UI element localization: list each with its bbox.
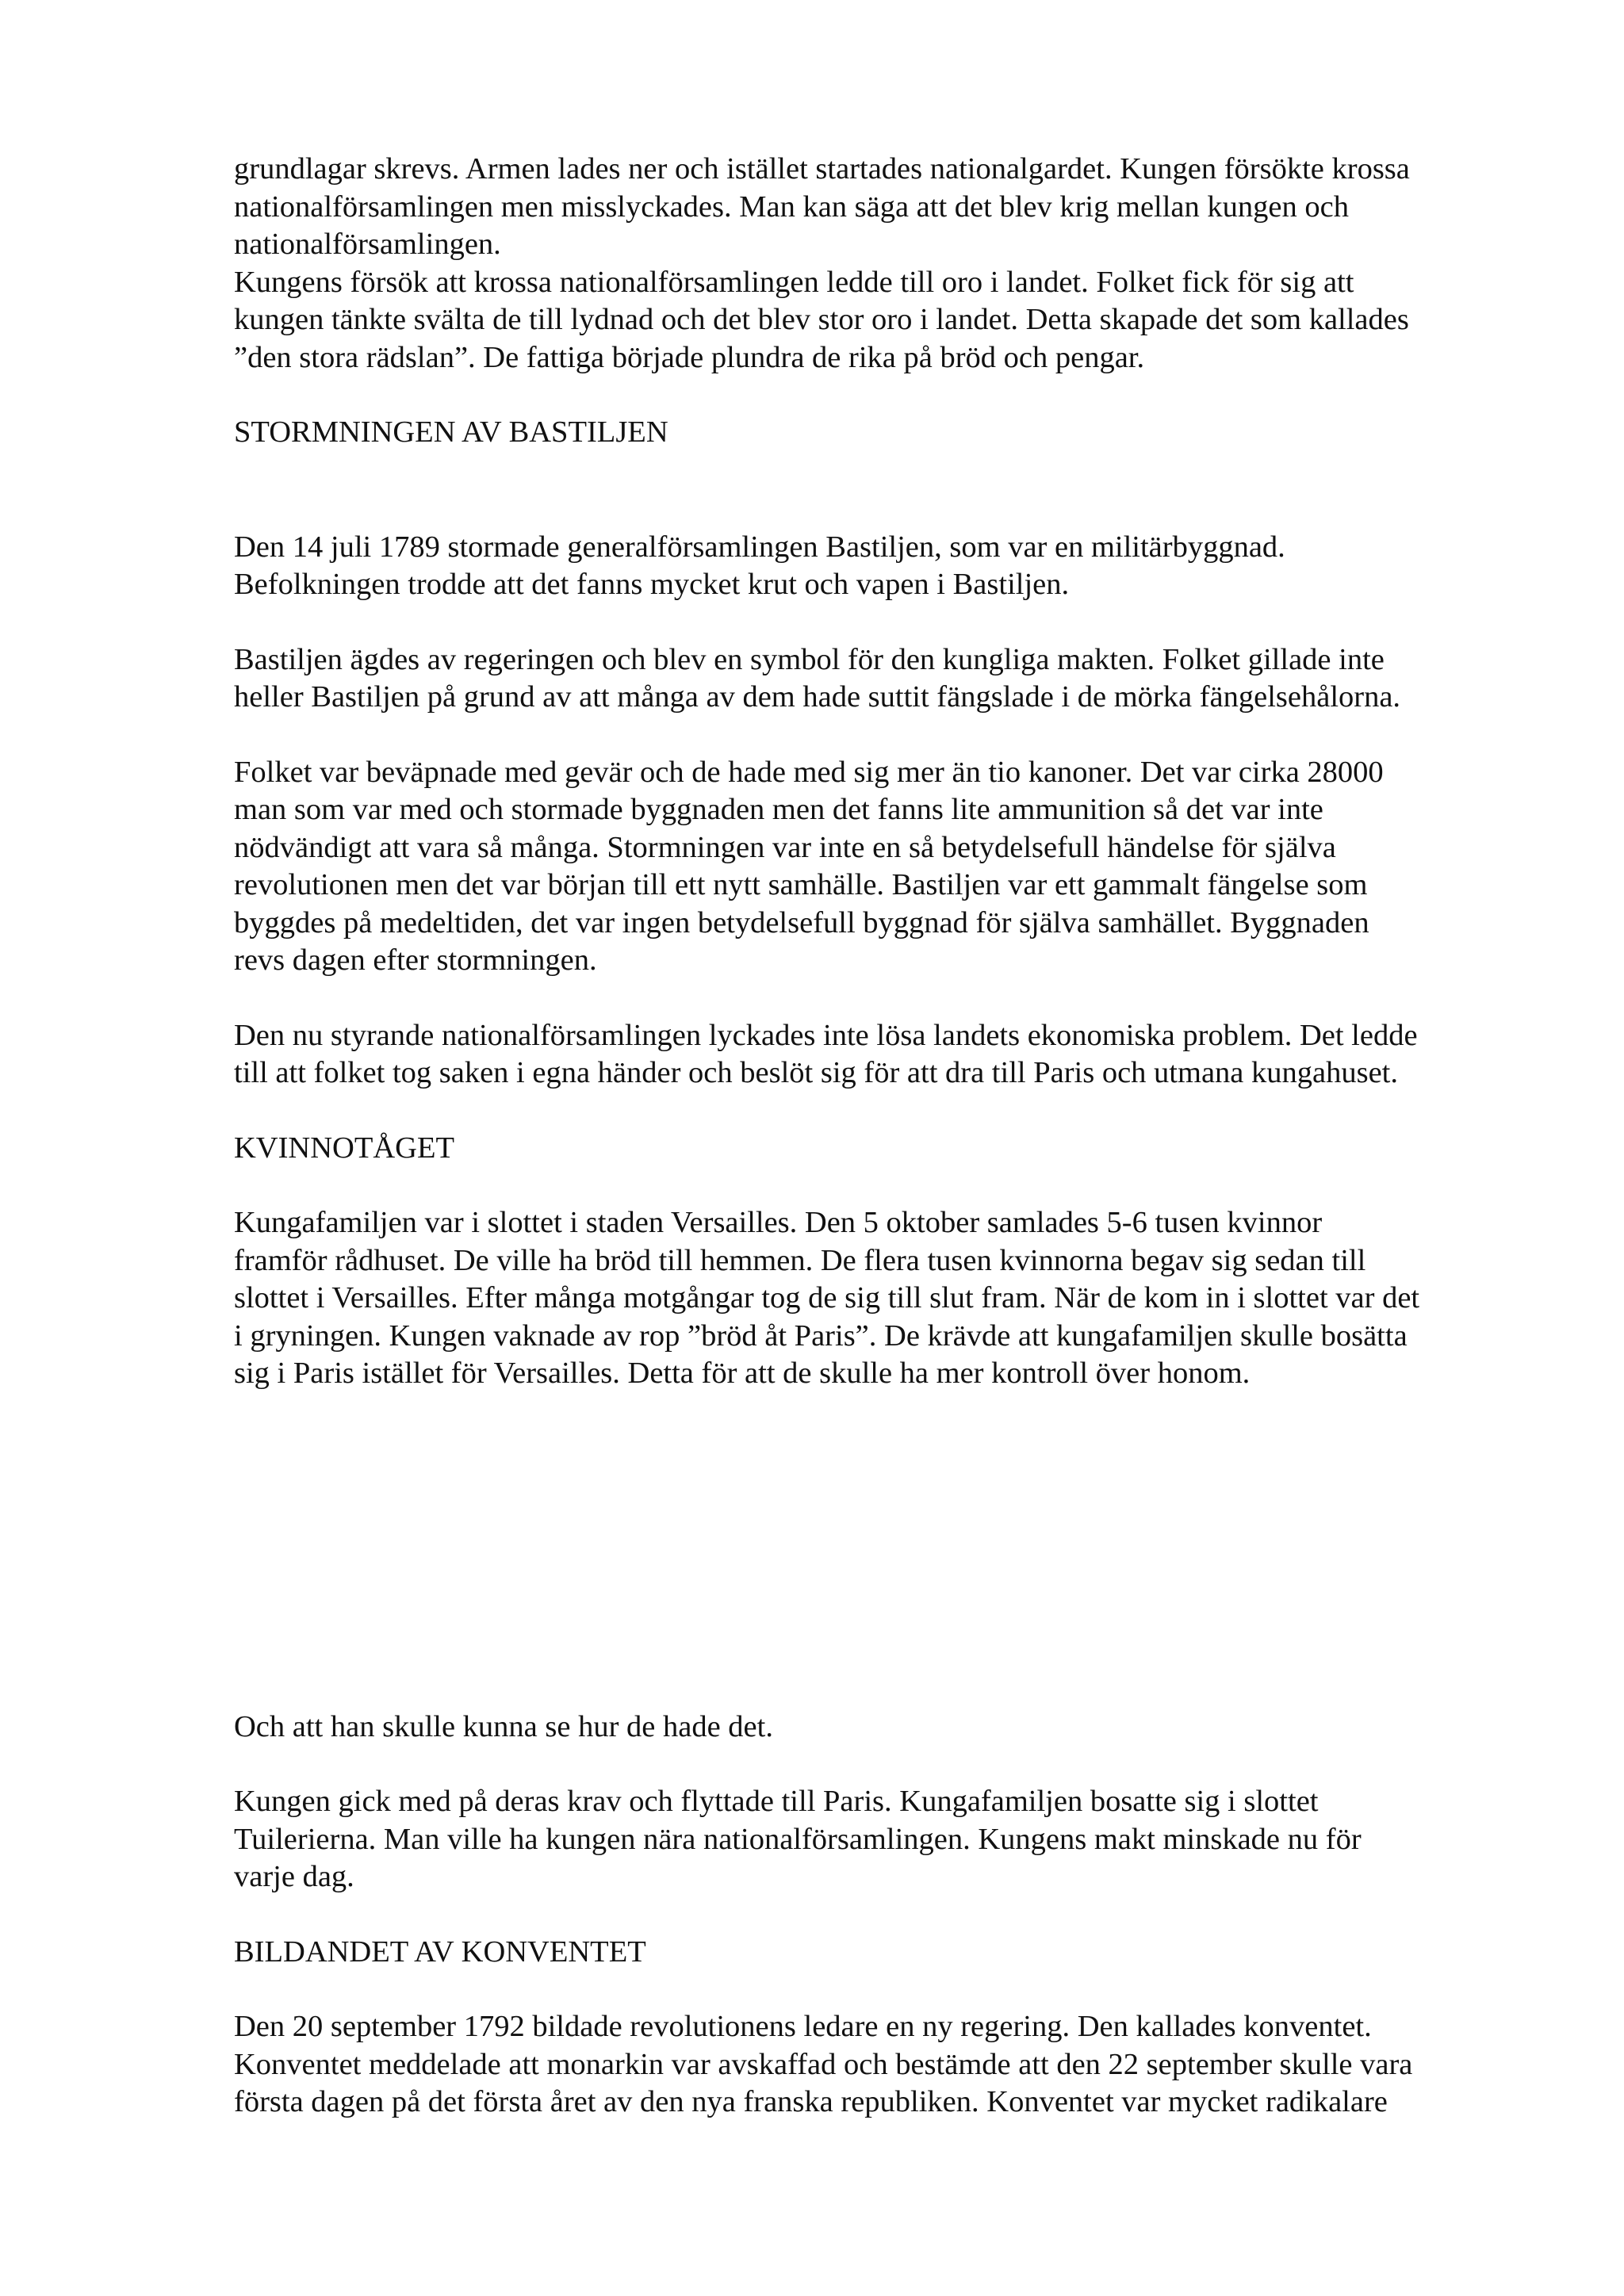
section-heading-bastiljen: STORMNINGEN AV BASTILJEN (234, 415, 668, 449)
text-line: sig i Paris istället för Versailles. Detta för att de skulle ha mer kontroll över honom. (234, 1357, 1251, 1390)
text-line: Bastiljen ägdes av regeringen och blev en symbol för den kungliga makten. Folket gillade inte (234, 642, 1385, 676)
paragraph-bastiljen-2 (234, 641, 1519, 717)
text-line: Tuilerierna. Man ville ha kungen nära nationalförsamlingen. Kungens makt minskade nu för (234, 1822, 1362, 1856)
text-line: nationalförsamlingen men misslyckades. Man kan säga att det blev krig mellan kungen och (234, 189, 1349, 224)
paragraph-bastiljen-3 (234, 754, 1519, 980)
text-line: revolutionen men det var början till ett nytt samhälle. Bastiljen var ett gammalt fängelse som (234, 868, 1368, 901)
text-line: Folket var beväpnade med gevär och de hade med sig mer än tio kanoner. Det var cirka 28000 (234, 755, 1384, 789)
text-line: Den 14 juli 1789 stormade generalförsamlingen Bastiljen, som var en militärbyggnad. (234, 530, 1285, 564)
text-line: nationalförsamlingen. (234, 228, 501, 261)
text-line: i gryningen. Kungen vaknade av rop ”bröd åt Paris”. De krävde att kungafamiljen skulle bosätta (234, 1318, 1408, 1353)
text-line: framför rådhuset. De ville ha bröd till hemmen. De flera tusen kvinnorna begav sig sedan till (234, 1243, 1366, 1277)
paragraph-kvinnotaget-2 (234, 1709, 1519, 1747)
text-line: byggdes på medeltiden, det var ingen betydelsefull byggnad för själva samhället. Byggnaden (234, 905, 1369, 939)
text-line: heller Bastiljen på grund av att många av dem hade suttit fängslade i de mörka fängelsehålorna. (234, 680, 1401, 714)
text-line: nödvändigt att vara så många. Stormningen var inte en så betydelsefull händelse för själva (234, 830, 1336, 864)
text-line: Befolkningen trodde att det fanns mycket krut och vapen i Bastiljen. (234, 568, 1070, 601)
text-line: Kungafamiljen var i slottet i staden Versailles. Den 5 oktober samlades 5-6 tusen kvinnor (234, 1206, 1323, 1239)
paragraph-kvinnotaget-3 (234, 1783, 1519, 1896)
section-heading-kvinnotaget: KVINNOTÅGET (234, 1131, 454, 1165)
text-line: varje dag. (234, 1860, 354, 1893)
section-heading-konventet: BILDANDET AV KONVENTET (234, 1934, 646, 1969)
paragraph-kvinnotaget-1 (234, 1204, 1519, 1393)
paragraph-bastiljen-4 (234, 1017, 1519, 1093)
paragraph-bastiljen-1 (234, 529, 1519, 604)
text-line: Och att han skulle kunna se hur de hade det. (234, 1709, 773, 1743)
text-line: revs dagen efter stormningen. (234, 943, 597, 977)
paragraph-intro (234, 151, 1519, 377)
text-line: första dagen på det första året av den nya franska republiken. Konventet var mycket radikalare (234, 2085, 1388, 2118)
text-line: ”den stora rädslan”. De fattiga började plundra de rika på bröd och pengar. (234, 340, 1145, 374)
text-line: man som var med och stormade byggnaden men det fanns lite ammunition så det var inte (234, 793, 1323, 826)
text-line: Den nu styrande nationalförsamlingen lyckades inte lösa landets ekonomiska problem. Det ledde (234, 1018, 1418, 1052)
text-line: Kungens försök att krossa nationalförsamlingen ledde till oro i landet. Folket fick för sig att (234, 265, 1354, 299)
text-line: grundlagar skrevs. Armen lades ner och istället startades nationalgardet. Kungen försökte krossa (234, 152, 1410, 186)
text-line: Konventet meddelade att monarkin var avskaffad och bestämde att den 22 september skulle vara (234, 2047, 1413, 2081)
text-line: kungen tänkte svälta de till lydnad och det blev stor oro i landet. Detta skapade det som kallades (234, 303, 1409, 336)
text-line: Kungen gick med på deras krav och flyttade till Paris. Kungafamiljen bosatte sig i slottet (234, 1785, 1319, 1818)
text-line: till att folket tog saken i egna händer och beslöt sig för att dra till Paris och utmana kungahuset. (234, 1056, 1398, 1089)
paragraph-konventet-1 (234, 2008, 1519, 2122)
text-line: Den 20 september 1792 bildade revolutionens ledare en ny regering. Den kallades konventet. (234, 2010, 1372, 2043)
document-body (234, 151, 1519, 2122)
text-line: slottet i Versailles. Efter många motgångar tog de sig till slut fram. När de kom in i slottet var det (234, 1281, 1420, 1314)
